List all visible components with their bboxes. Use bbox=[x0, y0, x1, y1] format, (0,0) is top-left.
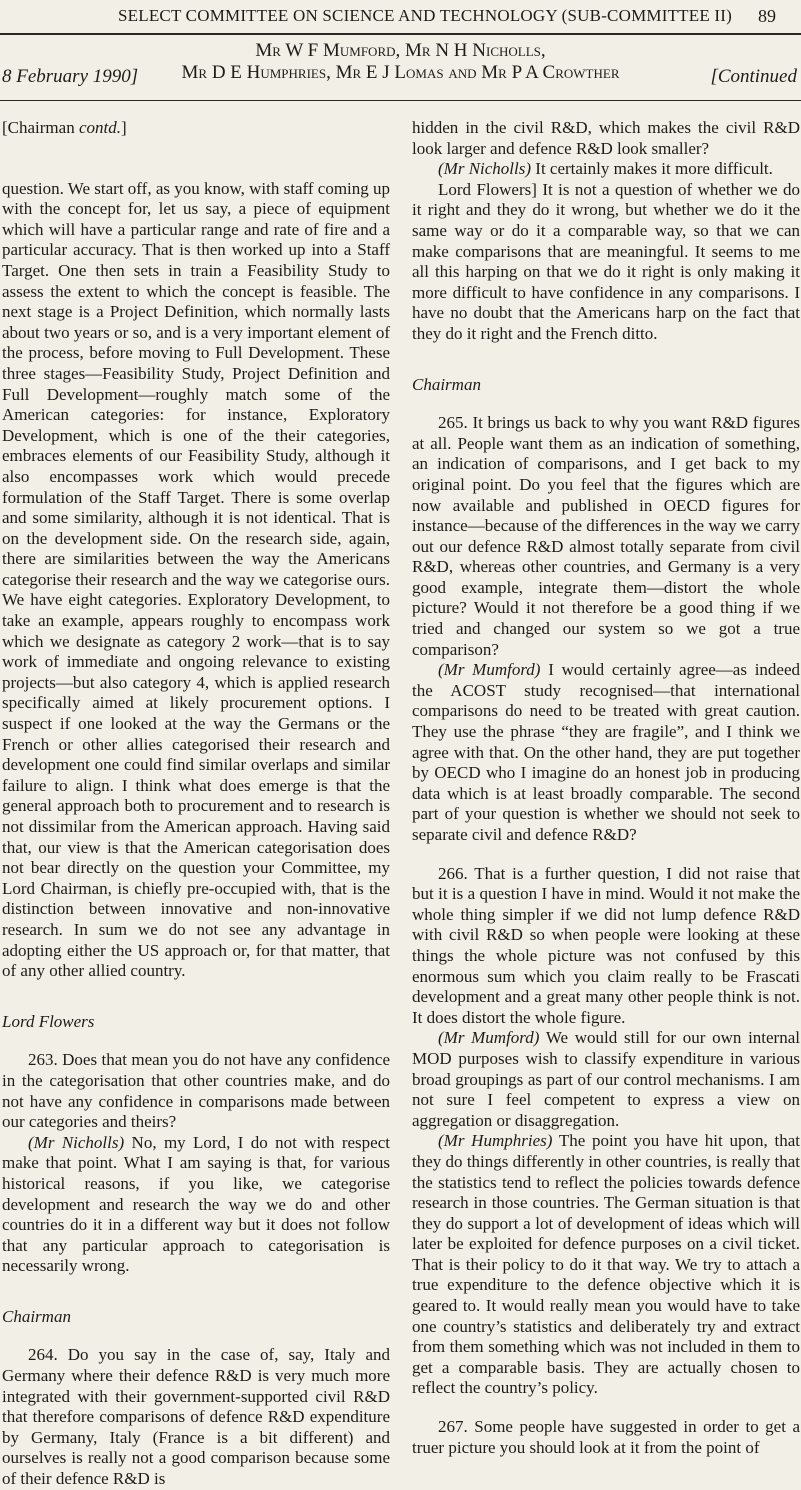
paragraph-continuation: hidden in the civil R&D, which makes the civil R&D look larger and defence R&D look smaller? bbox=[412, 118, 800, 158]
heading-lord-flowers: Lord Flowers bbox=[2, 1011, 95, 1031]
left-column bbox=[2, 118, 390, 1490]
running-title: SELECT COMMITTEE ON SCIENCE AND TECHNOLOGY (SUB-COMMITTEE II) bbox=[118, 6, 732, 25]
paragraph-question: question. We start off, as you know, with staff coming up with the concept for, let us say, a piece of equipment which will have a particular range and rate of fire and a particular accuracy. That is then worked up into a Staff Target. One then sets in train a Feasibility Study to assess the extent to which the concept is feasible. The next stage is a Project Definition, which normally lasts about two years or so, and is a very important element of the process, before moving to Full Development. These three stages—Feasibility Study, Project Definition and Full Development—roughly match some of the American categories: for instance, Exploratory Development, which is one of the their categories, embraces elements of our Feasibility Study, although it also encompasses work which would precede formulation of the Staff Target. There is some overlap and some similarity, although it is not identical. That is on the development side. On the research side, again, there are similarities between the way the Americans categorise their research and the way we categorise ours. We have eight categories. Exploratory Development, to take an example, appears roughly to encompass work which we designate as category 2 work—that is to say work of immediate and ongoing relevance to existing projects—but also category 4, which is applied research specifically aimed at likely procurement options. I suspect if one looked at the way the Germans or the French or other allies categorised their research and development one could find similar overlaps and similar failure to align. I think what does emerge is that the general approach both to procurement and to research is not dissimilar from the American approach. Having said that, our view is that the American categorisation does not bear directly on the question your Committee, my Lord Chairman, is chiefly pre-occupied with, that is the distinction between innovative and non-innovative research. In sum we do not see any advantage in adopting either the US approach or, for that matter, that of any other allied country. bbox=[2, 178, 391, 981]
paragraph-267: 267. Some people have suggested in order to get a truer picture you should look at it from the point of bbox=[412, 1417, 800, 1457]
paragraph-263: 263. Does that mean you do not have any confidence in the categorisation that other countries make, and do not have any confidence in comparisons made between our categories and theirs? bbox=[2, 1050, 390, 1132]
paragraph-264: 264. Do you say in the case of, say, Italy and Germany where their defence R&D is very much more integrated with their government-supported civil R&D that therefore comparisons of defence R&D expenditure by Germany, Italy (France is a bit different) and ourselves is really not a good comparison because some of their defence R&D is bbox=[2, 1345, 390, 1489]
right-column bbox=[412, 118, 800, 1458]
chairman-contd: [Chairman contd.] bbox=[2, 118, 127, 137]
continued-label: [Continued bbox=[710, 66, 797, 87]
witness-line-1: Mr W F Mumford, Mr N H Nicholls, bbox=[255, 40, 546, 61]
paragraph-flowers: Lord Flowers] It is not a question of whether we do it right and they do it wrong, but whether we do it the same way or do it a comparable way, so that we can make comparisons that are meaningful. It seems to me all this harping on that we do it right is only making it more difficult to have confidence in any comparisons. I have no doubt that the Americans harp on the fact that they do it right and the French ditto. bbox=[412, 179, 800, 343]
header-rule bbox=[0, 33, 801, 35]
heading-chairman: Chairman bbox=[412, 374, 481, 394]
heading-chairman: Chairman bbox=[2, 1306, 71, 1326]
paragraph-266: 266. That is a further question, I did not raise that but it is a question I have in mind. Would it not make the whole thing simpler if we did not lump defence R&D with civil R&D so when people were looking at these things the whole picture was not confused by this enormous sum which you claim really to be Frascati development and a great many other people think is not. It does distort the whole figure. bbox=[412, 863, 800, 1027]
page-number: 89 bbox=[758, 6, 776, 26]
paragraph-mumford-1: (Mr Mumford) I would certainly agree—as indeed the ACOST study recognised—that international comparisons do need to be treated with great caution. They use the phrase “they are fragile”, and I think we agree with that. On the other hand, they are put together by OECD who I imagine do an honest job in producing data which is at least broadly comparable. The second part of your question is whether we should not seek to separate civil and defence R&D? bbox=[412, 660, 801, 844]
hearing-date: 8 February 1990] bbox=[2, 66, 139, 87]
witness-rule bbox=[0, 100, 801, 101]
paragraph-263-answer: (Mr Nicholls) No, my Lord, I do not with respect make that point. What I am saying is that, for various historical reasons, if you like, we categorise development and research the way we do and other countries do it in a different way but it does not follow that any particular approach to categorisation is necessarily wrong. bbox=[2, 1132, 390, 1276]
paragraph-mumford-2: (Mr Mumford) We would still for our own internal MOD purposes wish to classify expenditure in various broad groupings as part of our control mechanisms. I am not sure I feel competent to express a view on aggregation or disaggregation. bbox=[412, 1028, 800, 1130]
witness-line-2: Mr D E Humphries, Mr E J Lomas and Mr P A Crowther bbox=[181, 62, 620, 83]
paragraph-265: 265. It brings us back to why you want R&D figures at all. People want them as an indication of something, an indication of comparisons, and I get back to my original point. Do you feel that the figures which are now available and published in OECD figures for instance—because of the differences in the way we carry out our defence R&D almost totally separate from civil R&D, whereas other countries, and Germany is a very good example, integrate them—distort the whole picture? Would it not therefore be a good thing if we tried and changed our system so we got a true comparison? bbox=[412, 413, 800, 659]
paragraph-nicholls: (Mr Nicholls) It certainly makes it more difficult. bbox=[438, 159, 773, 179]
running-head bbox=[0, 6, 801, 30]
paragraph-humphries: (Mr Humphries) The point you have hit upon, that they do things differently in other countries, is really that the statistics tend to reflect the policies towards defence research in those countries. The German situation is that they do support a lot of development of ideas which will later be exploited for defence purposes on a civil ticket. That is their policy to do it that way. We try to attach a true expenditure to the defence objective which it is geared to. It would really mean you would have to take one country’s statistics and deliberately try and extract from them something which was not included in them to get a comparable basis. They are actually chosen to reflect the country’s policy. bbox=[412, 1131, 800, 1398]
